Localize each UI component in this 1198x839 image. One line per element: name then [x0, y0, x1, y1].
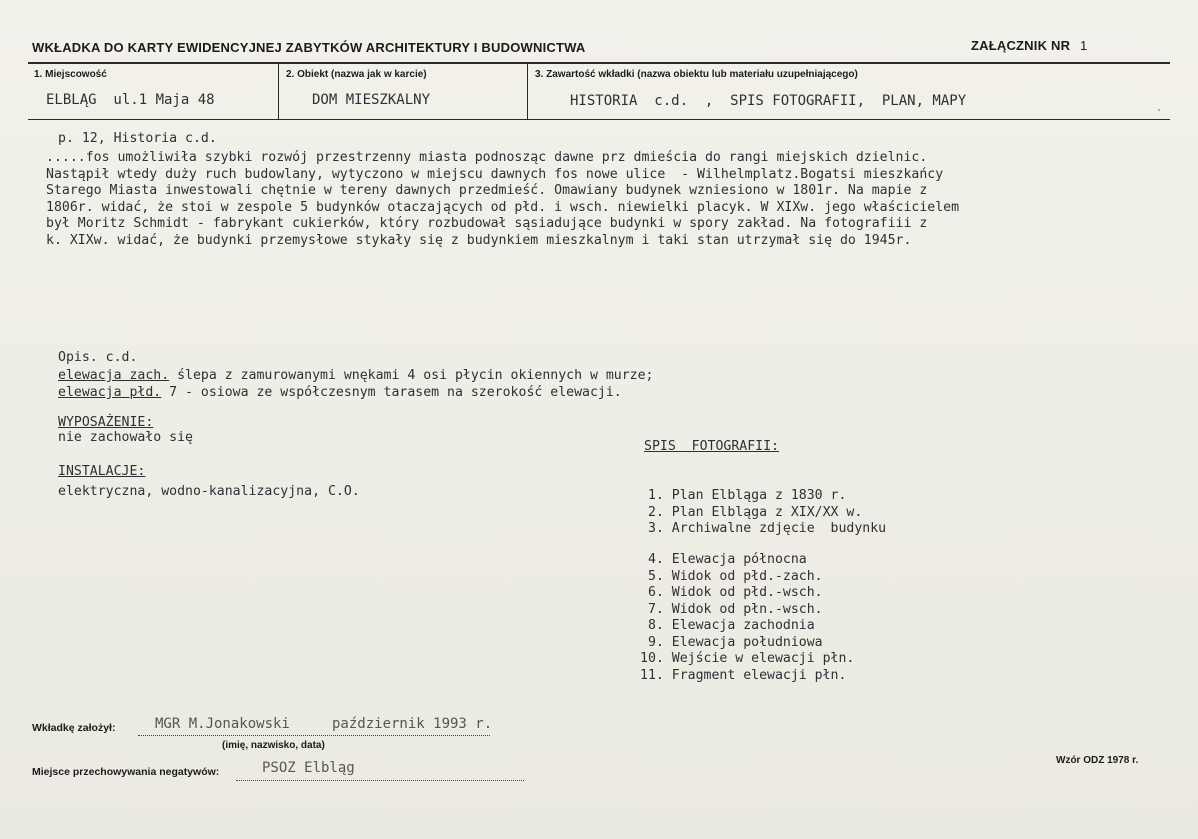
content-value: HISTORIA c.d. , SPIS FOTOGRAFII, PLAN, MAPY [570, 93, 967, 109]
field-divider-2 [527, 63, 528, 119]
fields-rule [28, 119, 1170, 120]
attachment-number: 1 [1080, 38, 1088, 53]
storage-dotted-line [236, 780, 524, 781]
founded-value: MGR M.Jonakowski październik 1993 r. [155, 716, 493, 732]
field-divider-1 [278, 63, 279, 119]
installations-text: elektryczna, wodno-kanalizacyjna, C.O. [58, 484, 360, 499]
attachment-label: ZAŁĄCZNIK NR [971, 38, 1071, 53]
photo-list-item: 8. Elewacja zachodnia [640, 618, 815, 633]
object-label: 2. Obiekt (nazwa jak w karcie) [286, 69, 427, 80]
photo-list-item: 9. Elewacja południowa [640, 634, 823, 650]
photo-list-item: 3. Archiwalne zdjęcie budynku [640, 521, 887, 536]
storage-value: PSOZ Elbląg [262, 760, 355, 776]
object-value: DOM MIESZKALNY [312, 92, 431, 108]
photo-list-item: 11. Fragment elewacji płn. [640, 667, 847, 683]
photo-list-item: 5. Widok od płd.-zach. [640, 568, 823, 584]
description-south [58, 385, 622, 401]
equipment-text: nie zachowało się [58, 430, 193, 445]
description-west [58, 368, 653, 384]
photo-list-item: 4. Elewacja północna [640, 552, 807, 567]
history-line: 1806r. widać, że stoi w zespole 5 budynków otaczających od płd. i wsch. niewielki placyk. W XIXw. jego właścicielem [46, 199, 960, 215]
header-rule [28, 62, 1170, 64]
storage-label: Miejsce przechowywania negatywów: [32, 766, 220, 778]
equipment-heading: WYPOSAŻENIE: [58, 415, 154, 430]
photo-list-item: 1. Plan Elbląga z 1830 r. [640, 488, 847, 503]
photo-list-item: 7. Widok od płn.-wsch. [640, 601, 823, 617]
form-label: Wzór ODZ 1978 r. [1056, 755, 1139, 766]
photo-list-heading: SPIS FOTOGRAFII: [644, 439, 779, 454]
south-elevation-text: 7 - osiowa ze współczesnym tarasem na szerokość elewacji. [161, 385, 622, 400]
history-line: Nastąpił wtedy duży ruch budowlany, wytyczono w miejscu dawnych fos nowe ulice - Wilhelmplatz.Bogatsi mieszkańcy [46, 166, 944, 182]
description-heading: Opis. c.d. [58, 350, 138, 365]
founded-label: Wkładkę założył: [32, 722, 116, 734]
history-line: .....fos umożliwiła szybki rozwój przestrzenny miasta podnosząc dawne prz dmieścia do rangi miejskich dzielnic. [46, 150, 928, 165]
south-elevation-label: elewacja płd. [58, 385, 162, 400]
founded-dotted-line [138, 735, 490, 736]
west-elevation-text: ślepa z zamurowanymi wnękami 4 osi płycin okiennych w murze; [169, 368, 654, 383]
founded-caption: (imię, nazwisko, data) [222, 740, 325, 751]
history-line: był Moritz Schmidt - fabrykant cukierków, który rozbudował sąsiadujące budynki w spory zakład. Na fotografiii z [46, 216, 928, 231]
history-line: k. XIXw. widać, że budynki przemysłowe stykały się z budynkiem mieszkalnym i taki stan utrzymał się do 1945r. [46, 232, 912, 248]
content-label: 3. Zawartość wkładki (nazwa obiektu lub materiału uzupełniającego) [535, 69, 858, 80]
history-heading: p. 12, Historia c.d. [58, 131, 217, 146]
west-elevation-label: elewacja zach. [58, 368, 170, 383]
photo-list-item: 6. Widok od płd.-wsch. [640, 585, 823, 600]
locality-label: 1. Miejscowość [34, 69, 107, 80]
photo-list-item: 2. Plan Elbląga z XIX/XX w. [640, 504, 863, 520]
locality-value: ELBLĄG ul.1 Maja 48 [46, 92, 215, 108]
card-title: WKŁADKA DO KARTY EWIDENCYJNEJ ZABYTKÓW ARCHITEKTURY I BUDOWNICTWA [32, 40, 586, 55]
photo-list-item: 10. Wejście w elewacji płn. [640, 651, 855, 666]
margin-tick-mark: ' [1158, 108, 1160, 119]
history-line: Starego Miasta inwestowali chętnie w tereny dawnych przedmieść. Omawiany budynek wzniesiono w 1801r. Na mapie z [46, 183, 928, 198]
installations-heading: INSTALACJE: [58, 464, 146, 479]
